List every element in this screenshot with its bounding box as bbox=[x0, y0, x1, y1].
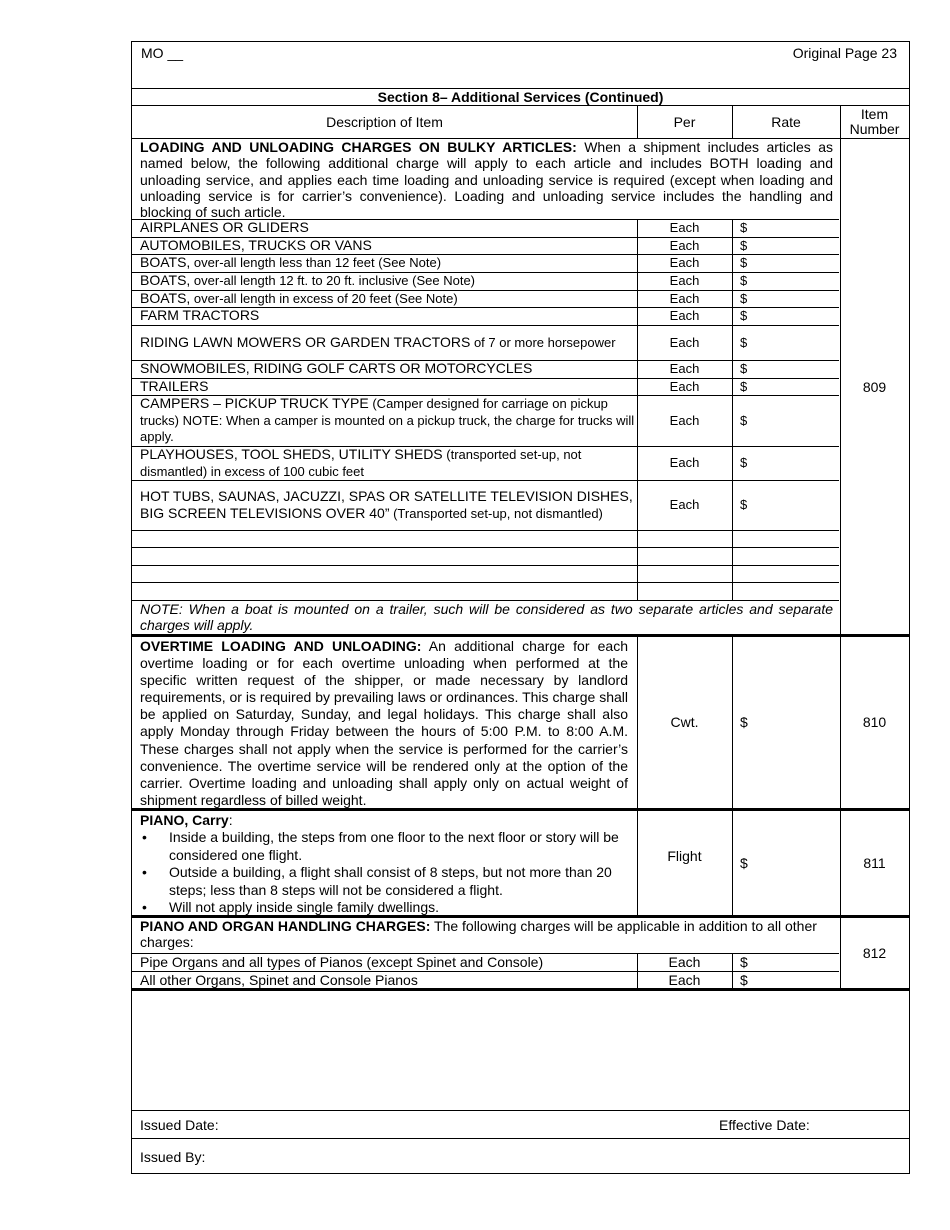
row-per: Each bbox=[669, 290, 700, 306]
list-item: • Outside a building, a flight shall consist of 8 steps, but not more than 20 steps; less than 8 steps will not be considered a flight. bbox=[140, 864, 630, 899]
table-row: FARM TRACTORS bbox=[140, 307, 260, 324]
col-item-number: Item Number bbox=[849, 105, 900, 137]
row-rate: $ bbox=[740, 273, 748, 288]
row-per: Each bbox=[669, 273, 700, 288]
row-per: Each bbox=[669, 455, 700, 470]
table-row: SNOWMOBILES, RIDING GOLF CARTS OR MOTORCYCLES bbox=[140, 360, 533, 377]
row-per: Each bbox=[669, 334, 700, 350]
item-number-812: 812 bbox=[862, 945, 887, 961]
effective-date-label: Effective Date: bbox=[719, 1117, 810, 1133]
piano-organ-intro: PIANO AND ORGAN HANDLING CHARGES: The following charges will be applicable in addition to all other charges: bbox=[140, 918, 817, 951]
table-row: CAMPERS – PICKUP TRUCK TYPE (Camper designed for carriage on pickup trucks) NOTE: When a camper is mounted on a pickup truck, the charge for trucks will apply. bbox=[140, 395, 635, 445]
section-title: Section 8– Additional Services (Continued) bbox=[377, 88, 664, 105]
piano-carry-heading: PIANO, Carry: bbox=[140, 812, 233, 828]
overtime-text: OVERTIME LOADING AND UNLOADING: An additional charge for each overtime loading or for each overtime unloading when performed at the specific written request of the shipper, or made necessary by landlord requirements, or is required by prevailing laws or ordinances. This charge shall be applied on Saturday, Sunday, and legal holidays. This charge shall also apply Monday through Friday between the hours of 5:00 P.M. to 8:00 A.M. These charges shall not apply when the service is performed for the carrier’s convenience. The overtime service will be rendered only at the option of the carrier. Overtime loading and unloading shall apply only on actual weight of shipment regardless of billed weight. bbox=[140, 638, 628, 808]
col-per: Per bbox=[673, 113, 696, 130]
row-per: Each bbox=[669, 497, 700, 512]
item-number-811: 811 bbox=[863, 854, 886, 871]
row-rate: $ bbox=[740, 455, 748, 470]
row-rate: $ bbox=[740, 237, 748, 253]
table-row: RIDING LAWN MOWERS OR GARDEN TRACTORS of 7 or more horsepower bbox=[140, 333, 616, 350]
table-row: TRAILERS bbox=[140, 377, 209, 394]
state-code: MO __ bbox=[141, 45, 184, 61]
item-number-810: 810 bbox=[862, 714, 887, 730]
row-per: Each bbox=[669, 237, 700, 253]
table-row: Pipe Organs and all types of Pianos (except Spinet and Console) bbox=[140, 954, 544, 970]
col-description: Description of Item bbox=[326, 113, 443, 130]
piano-carry-rate: $ bbox=[740, 854, 748, 871]
row-per: Each bbox=[668, 954, 701, 970]
row-rate: $ bbox=[740, 308, 748, 323]
page-number: Original Page 23 bbox=[792, 45, 897, 61]
table-row: HOT TUBS, SAUNAS, JACUZZI, SPAS OR SATELLITE TELEVISION DISHES, BIG SCREEN TELEVISIONS OVER 40” (Transported set-up, not dismantled) bbox=[140, 487, 633, 521]
row-per: Each bbox=[669, 308, 700, 323]
row-per: Each bbox=[668, 972, 701, 988]
table-row: AIRPLANES OR GLIDERS bbox=[140, 219, 309, 236]
issued-by-label: Issued By: bbox=[140, 1149, 206, 1165]
tariff-page bbox=[131, 41, 910, 1174]
row-per: Each bbox=[669, 412, 700, 428]
table-row: BOATS, over-all length 12 ft. to 20 ft. inclusive (See Note) bbox=[140, 272, 476, 289]
row-rate: $ bbox=[740, 255, 748, 270]
list-item: • Will not apply inside single family dwellings. bbox=[140, 899, 630, 917]
table-row: AUTOMOBILES, TRUCKS OR VANS bbox=[140, 236, 372, 253]
issued-date-label: Issued Date: bbox=[140, 1117, 219, 1133]
row-rate: $ bbox=[740, 954, 748, 970]
table-row: BOATS, over-all length less than 12 feet (See Note) bbox=[140, 254, 442, 271]
row-rate: $ bbox=[740, 497, 748, 512]
row-rate: $ bbox=[740, 290, 748, 306]
piano-carry-bullets bbox=[140, 829, 630, 917]
row-rate: $ bbox=[740, 412, 748, 428]
row-rate: $ bbox=[740, 334, 748, 350]
row-rate: $ bbox=[740, 361, 748, 376]
row-per: Each bbox=[669, 220, 700, 235]
row-rate: $ bbox=[740, 972, 748, 988]
row-per: Each bbox=[669, 361, 700, 376]
boat-note: NOTE: When a boat is mounted on a trailer, such will be considered as two separate articles and separate charges will apply. bbox=[140, 601, 833, 634]
list-item: • Inside a building, the steps from one floor to the next floor or story will be considered one flight. bbox=[140, 829, 630, 864]
row-rate: $ bbox=[740, 378, 748, 394]
overtime-rate: $ bbox=[740, 714, 748, 730]
row-per: Each bbox=[669, 378, 700, 394]
item-number-809: 809 bbox=[862, 378, 887, 395]
row-rate: $ bbox=[740, 220, 748, 235]
table-row: PLAYHOUSES, TOOL SHEDS, UTILITY SHEDS (transported set-up, not dismantled) in excess of 100 cubic feet bbox=[140, 446, 582, 479]
col-rate: Rate bbox=[771, 113, 801, 130]
piano-carry-per: Flight bbox=[667, 848, 702, 864]
overtime-per: Cwt. bbox=[670, 714, 699, 730]
table-row: BOATS, over-all length in excess of 20 feet (See Note) bbox=[140, 289, 458, 306]
loading-intro: LOADING AND UNLOADING CHARGES ON BULKY ARTICLES: When a shipment includes articles as named below, the following additional charge will apply to each article and includes BOTH loading and unloading service, and applies each time loading and unloading service is required (except when loading and unloading service is for carrier’s convenience). Loading and unloading service includes the handling and blocking of such article. bbox=[140, 139, 833, 221]
row-per: Each bbox=[669, 255, 700, 270]
table-row: All other Organs, Spinet and Console Pianos bbox=[140, 972, 418, 988]
